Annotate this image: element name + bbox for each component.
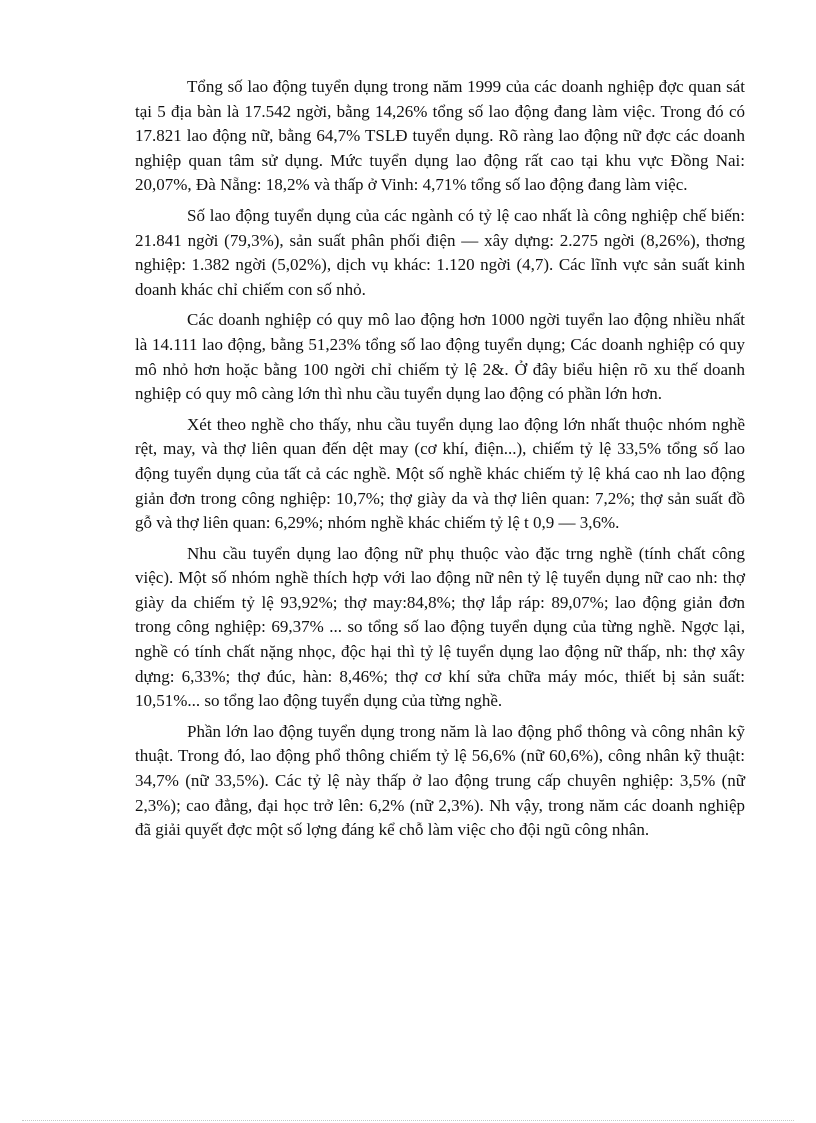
paragraph-worker-qualification: Phần lớn lao động tuyển dụng trong năm là lao động phổ thông và công nhân kỹ thuật. Trong đó, lao động phổ thông chiếm tỷ lệ 56,6% (nữ 60,6%), công nhân kỹ thuật: 34,7% (nữ 33,5%). Các tỷ lệ này thấp ở lao động trung cấp chuyên nghiệp: 3,5% (nữ 2,3%); cao đẳng, đại học trở lên: 6,2% (nữ 2,3%). Nh vậy, trong năm các doanh nghiệp đã giải quyết đợc một số lợng đáng kể chỗ làm việc cho đội ngũ công nhân. [135, 721, 745, 840]
document-body [135, 75, 745, 849]
paragraph-recruitment-by-occupation: Xét theo nghề cho thấy, nhu cầu tuyển dụng lao động lớn nhất thuộc nhóm nghề rệt, may, và thợ liên quan đến dệt may (cơ khí, điện...), chiếm tỷ lệ 33,5% tổng số lao động tuyển dụng của tất cả các nghề. Một số nghề khác chiếm tỷ lệ khá cao nh lao động giản đơn trong công nghiệp: 10,7%; thợ giày da và thợ liên quan: 7,2%; thợ sản suất đồ gỗ và thợ liên quan: 6,29%; nhóm nghề khác chiếm tỷ lệ t 0,9 — 3,6%. [135, 414, 745, 533]
paragraph-recruitment-by-size: Các doanh nghiệp có quy mô lao động hơn 1000 ngời tuyển lao động nhiều nhất là 14.111 lao động, bằng 51,23% tổng số lao động tuyển dụng; Các doanh nghiệp có quy mô nhỏ hơn hoặc bằng 100 ngời chỉ chiếm tỷ lệ 2&. Ở đây biểu hiện rõ xu thế doanh nghiệp có quy mô càng lớn thì nhu cầu tuyển dụng lao động có phần lớn hơn. [135, 310, 745, 404]
page-bottom-divider [22, 1120, 794, 1121]
paragraph-recruitment-by-sector: Số lao động tuyển dụng của các ngành có tỷ lệ cao nhất là công nghiệp chế biến: 21.841 ngời (79,3%), sản suất phân phối điện — xây dựng: 2.275 ngời (8,26%), thơng nghiệp: 1.382 ngời (5,02%), dịch vụ khác: 1.120 ngời (4,7). Các lĩnh vực sản suất kinh doanh khác chỉ chiếm con số nhỏ. [135, 205, 745, 299]
paragraph-female-recruitment: Nhu cầu tuyển dụng lao động nữ phụ thuộc vào đặc trng nghề (tính chất công việc). Một số nhóm nghề thích hợp với lao động nữ nên tỷ lệ tuyển dụng nữ cao nh: thợ giày da chiếm tỷ lệ 93,92%; thợ may:84,8%; thợ lắp ráp: 89,07%; lao động giản đơn trong công nghiệp: 69,37% ... so tổng số lao động tuyển dụng của từng nghề. Ngợc lại, nghề có tính chất nặng nhọc, độc hại thì tỷ lệ tuyển dụng lao động nữ thấp, nh: thợ xây dựng: 6,33%; thợ đúc, hàn: 8,46%; thợ cơ khí sửa chữa máy móc, thiết bị sản suất: 10,51%... so tổng lao động tuyển dụng của từng nghề. [135, 543, 745, 711]
paragraph-recruitment-total: Tổng số lao động tuyển dụng trong năm 1999 của các doanh nghiệp đợc quan sát tại 5 địa bàn là 17.542 ngời, bằng 14,26% tổng số lao động đang làm việc. Trong đó có 17.821 lao động nữ, bằng 64,7% TSLĐ tuyển dụng. Rõ ràng lao động nữ đợc các doanh nghiệp quan tâm sử dụng. Mức tuyển dụng lao động rất cao tại khu vực Đồng Nai: 20,07%, Đà Nẵng: 18,2% và thấp ở Vinh: 4,71% tổng số lao động đang làm việc. [135, 77, 745, 195]
